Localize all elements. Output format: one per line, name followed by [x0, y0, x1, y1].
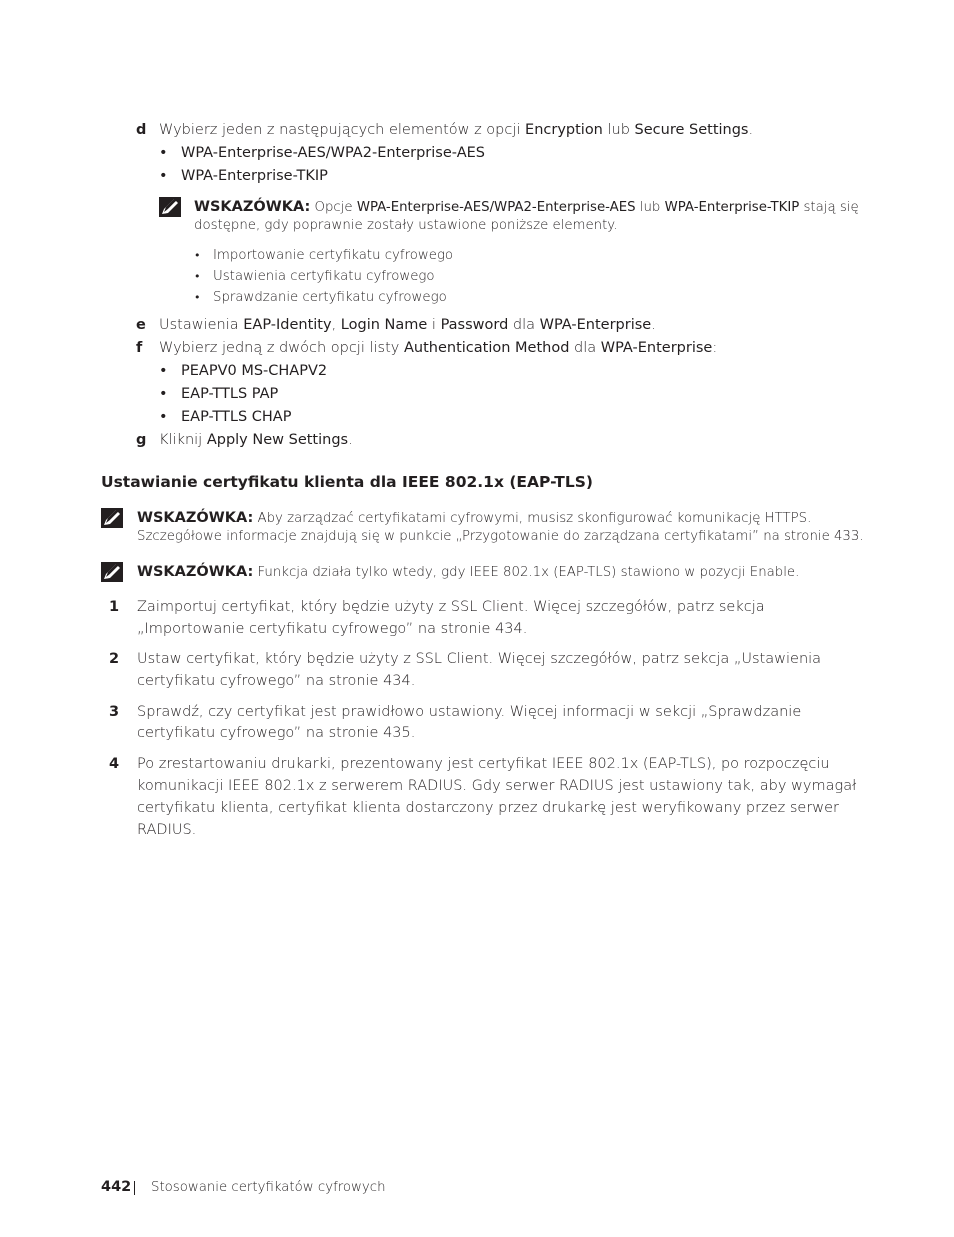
bullet: •: [159, 363, 168, 379]
bullet: •: [194, 270, 201, 283]
note-d-item-3: Sprawdzanie certyfikatu cyfrowego: [213, 290, 447, 305]
section-heading: Ustawianie certyfikatu klienta dla IEEE 802.1x (EAP-TLS): [101, 473, 593, 491]
encryption-option-2: WPA-Enterprise-TKIP: [181, 168, 328, 184]
footer-divider: [134, 1181, 135, 1195]
step-e-label: e: [136, 317, 146, 333]
step-4-line-1: Po zrestartowaniu drukarki, prezentowany jest certyfikat IEEE 802.1x (EAP-TLS), po rozpoczęciu: [137, 756, 830, 772]
note1-line1: WSKAZÓWKA: Aby zarządzać certyfikatami cyfrowymi, musisz skonfigurować komunikację HTTPS.: [137, 510, 812, 526]
note-d-item-2: Ustawienia certyfikatu cyfrowego: [213, 269, 435, 284]
step-1-line-1: Zaimportuj certyfikat, który będzie użyty z SSL Client. Więcej szczegółów, patrz sekcja: [137, 599, 765, 615]
note-d-line1: WSKAZÓWKA: Opcje WPA-Enterprise-AES/WPA2-Enterprise-AES lub WPA-Enterprise-TKIP stają się: [194, 199, 859, 215]
bullet: •: [159, 409, 168, 425]
encryption-option-1: WPA-Enterprise-AES/WPA2-Enterprise-AES: [181, 145, 485, 161]
page-number: 442: [101, 1179, 132, 1195]
auth-option-1: PEAPV0 MS-CHAPV2: [181, 363, 328, 379]
note-pencil-icon: [101, 508, 123, 528]
step-3-number: 3: [109, 704, 120, 720]
bullet: •: [159, 145, 168, 161]
step-1-number: 1: [109, 599, 120, 615]
bullet: •: [194, 291, 201, 304]
note2-line1: WSKAZÓWKA: Funkcja działa tylko wtedy, gdy IEEE 802.1x (EAP-TLS) stawiono w pozycji Enable.: [137, 564, 800, 580]
step-2-line-2: certyfikatu cyfrowego” na stronie 434.: [137, 673, 416, 689]
bullet: •: [159, 386, 168, 402]
step-4-line-4: RADIUS.: [137, 822, 197, 838]
step-2-line-1: Ustaw certyfikat, który będzie użyty z SSL Client. Więcej szczegółów, patrz sekcja „Ustawienia: [137, 651, 822, 667]
auth-option-3: EAP-TTLS CHAP: [181, 409, 292, 425]
note1-line2: Szczegółowe informacje znajdują się w punkcie „Przygotowanie do zarządzana certyfikatami” na stronie 433.: [137, 529, 864, 544]
bullet: •: [159, 168, 168, 184]
step-f-label: f: [136, 340, 143, 356]
step-4-line-2: komunikacji IEEE 802.1x z serwerem RADIUS. Gdy serwer RADIUS jest ustawiony tak, aby wymagał: [137, 778, 857, 794]
step-g-label: g: [136, 432, 147, 448]
step-2-number: 2: [109, 651, 120, 667]
step-f-text: Wybierz jedną z dwóch opcji listy Authentication Method dla WPA-Enterprise:: [159, 340, 718, 356]
step-3-line-1: Sprawdź, czy certyfikat jest prawidłowo ustawiony. Więcej informacji w sekcji „Sprawdzanie: [137, 704, 802, 720]
step-3-line-2: certyfikatu cyfrowego” na stronie 435.: [137, 725, 416, 741]
step-4-line-3: certyfikatu klienta, certyfikat klienta dostarczony przez drukarkę jest weryfikowany przez serwer: [137, 800, 840, 816]
note-d-line2: dostępne, gdy poprawnie zostały ustawione poniższe elementy.: [194, 218, 618, 233]
bullet: •: [194, 249, 201, 262]
step-1-line-2: „Importowanie certyfikatu cyfrowego” na stronie 434.: [137, 621, 528, 637]
auth-option-2: EAP-TTLS PAP: [181, 386, 279, 402]
step-e-text: Ustawienia EAP-Identity, Login Name i Password dla WPA-Enterprise.: [159, 317, 656, 333]
step-d-label: d: [136, 122, 147, 138]
footer-chapter-title: Stosowanie certyfikatów cyfrowych: [151, 1180, 386, 1195]
note-pencil-icon: [159, 197, 181, 217]
step-4-number: 4: [109, 756, 120, 772]
step-d-text: Wybierz jeden z następujących elementów z opcji Encryption lub Secure Settings.: [159, 122, 754, 138]
note-d-item-1: Importowanie certyfikatu cyfrowego: [213, 248, 454, 263]
note-pencil-icon: [101, 562, 123, 582]
step-g-text: Kliknij Apply New Settings.: [159, 432, 353, 448]
